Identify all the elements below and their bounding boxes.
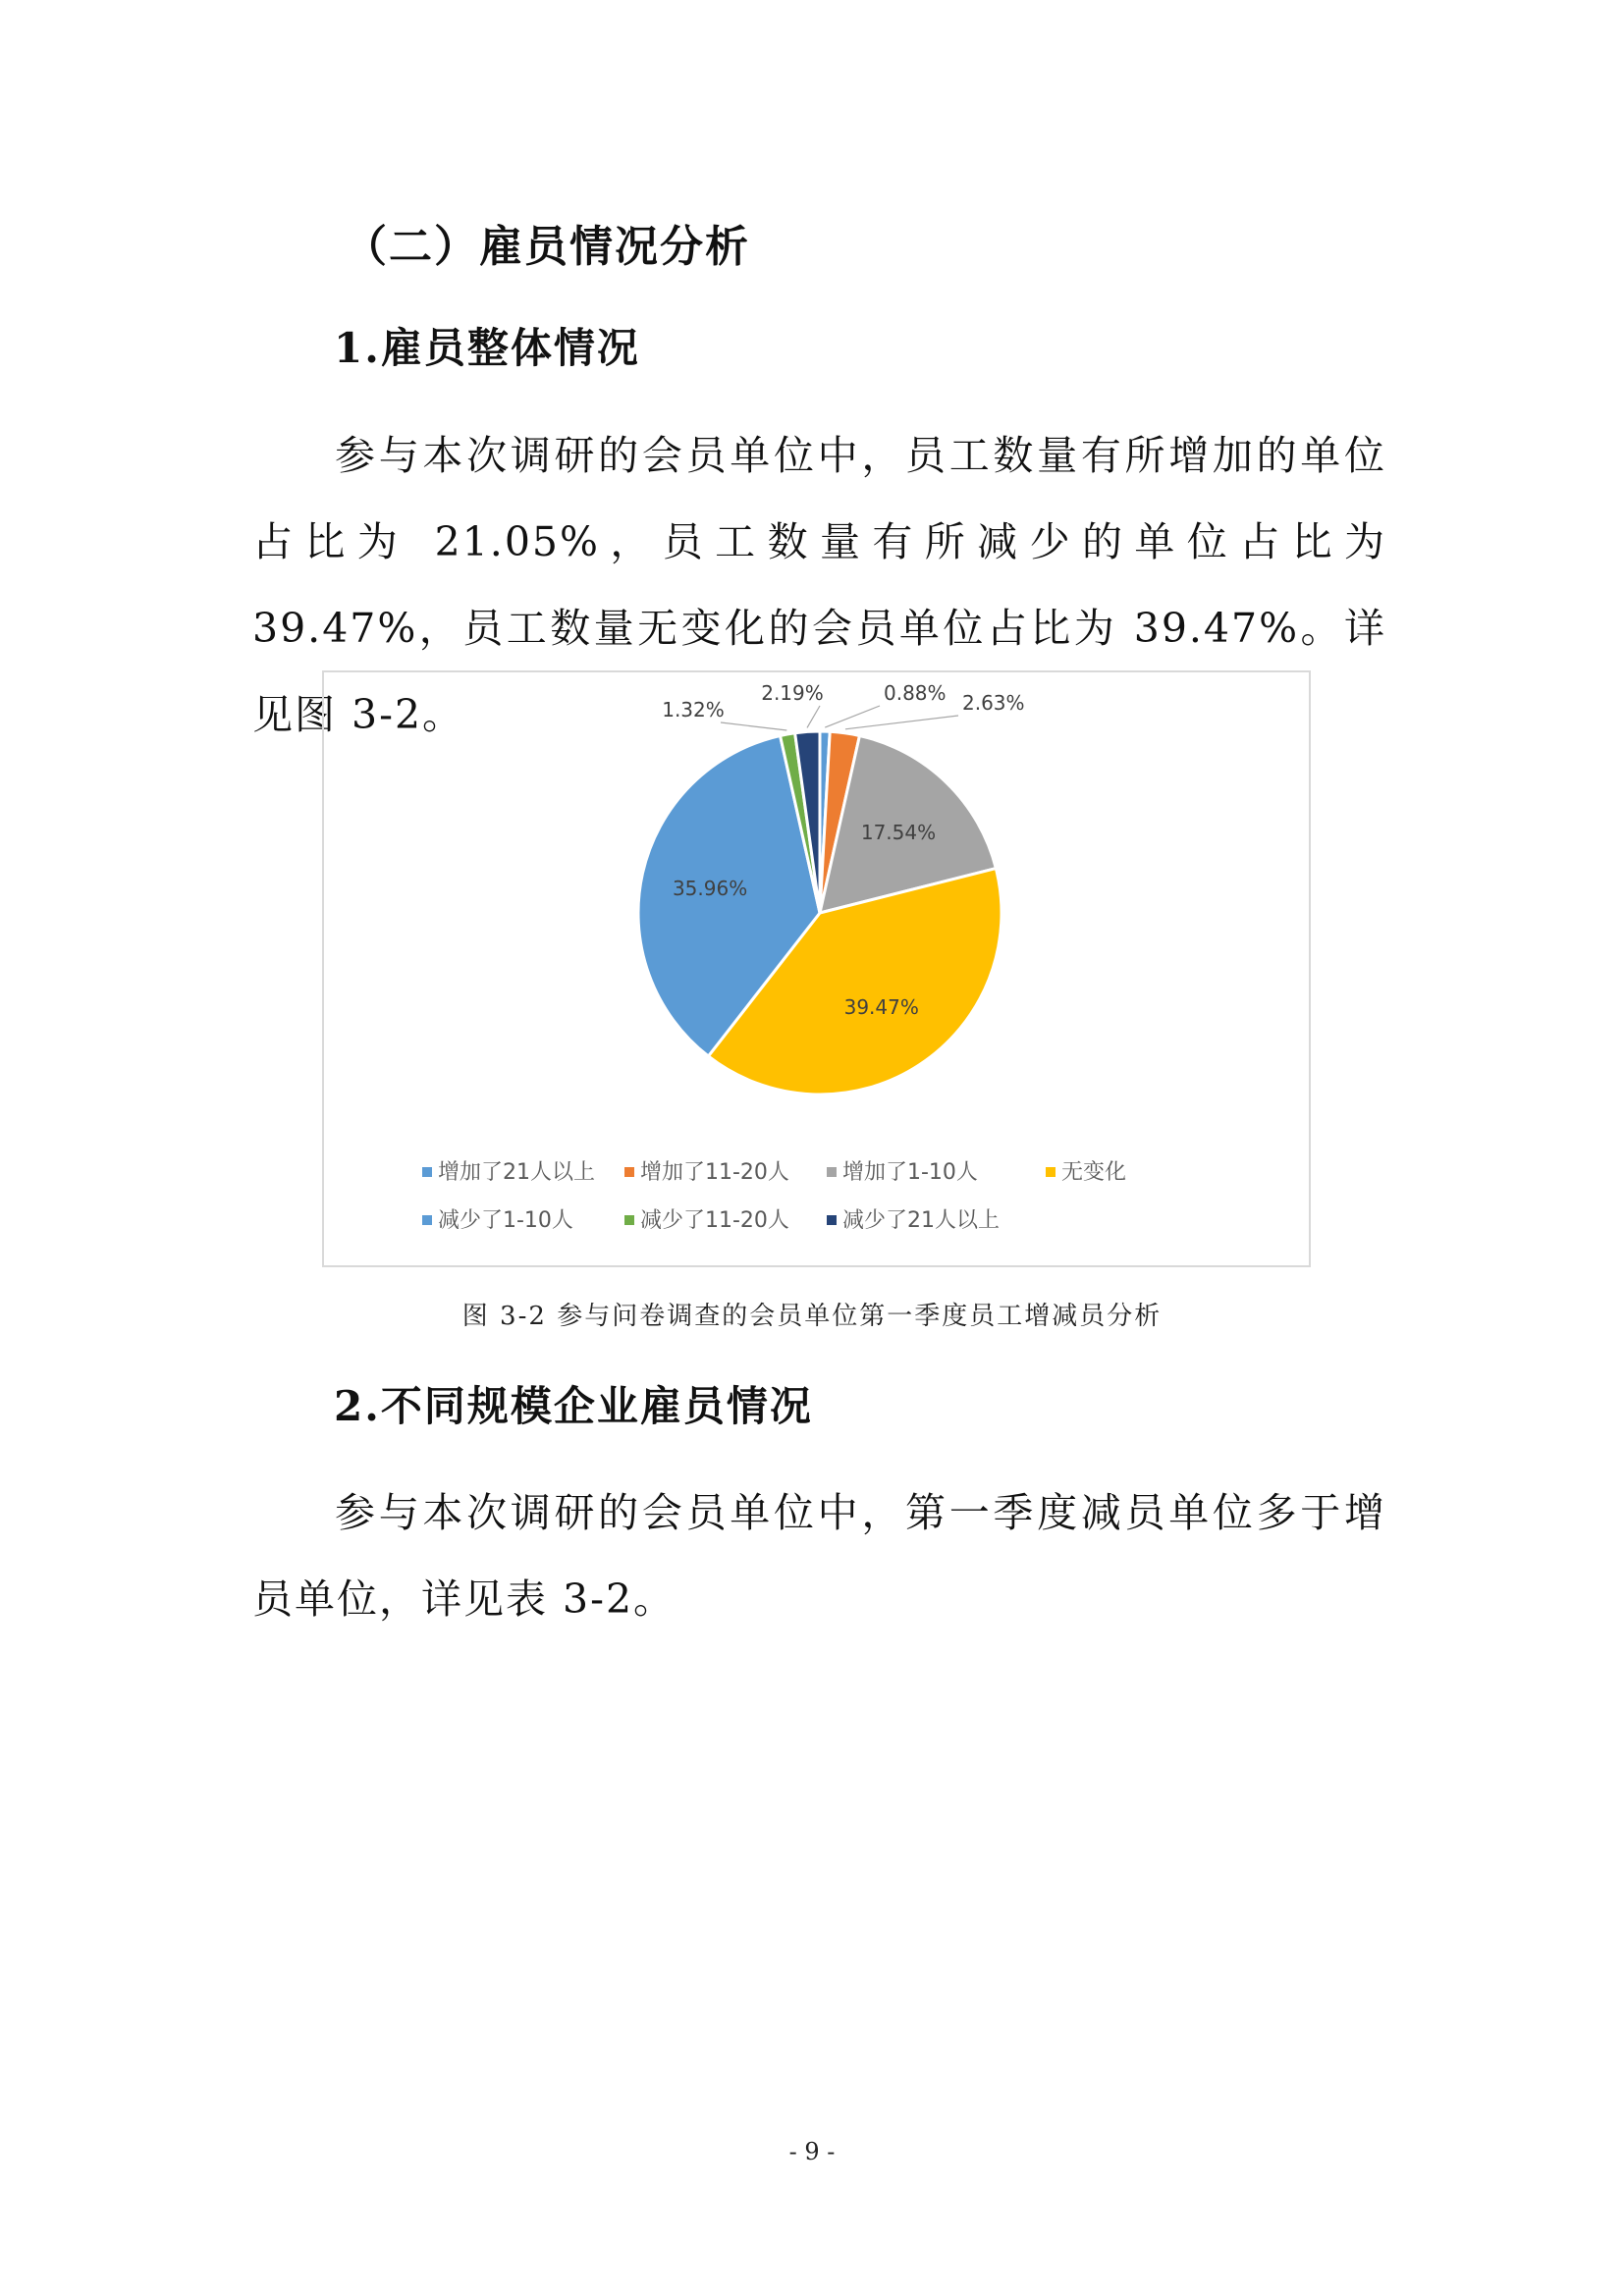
paragraph-by-size: 参与本次调研的会员单位中，第一季度减员单位多于增员单位，详见表 3-2。 bbox=[252, 1489, 1386, 1623]
legend-swatch bbox=[422, 1215, 432, 1225]
data-label: 2.19% bbox=[761, 681, 824, 705]
legend-label: 减少了1-10人 bbox=[438, 1208, 573, 1233]
subsection-title-by-size: 2.不同规模企业雇员情况 bbox=[334, 1382, 813, 1430]
legend-label: 增加了1-10人 bbox=[842, 1160, 978, 1185]
legend-label: 减少了21人以上 bbox=[842, 1208, 1000, 1233]
leader-line bbox=[721, 722, 786, 730]
legend-swatch bbox=[624, 1215, 634, 1225]
figure-caption: 图 3-2 参与问卷调查的会员单位第一季度员工增减员分析 bbox=[461, 1302, 1163, 1331]
data-label: 35.96% bbox=[672, 876, 748, 900]
data-label: 17.54% bbox=[860, 820, 937, 844]
leader-line bbox=[845, 716, 958, 729]
subsection-title-overall: 1.雇员整体情况 bbox=[334, 324, 640, 372]
leader-line bbox=[807, 706, 820, 727]
data-label: 1.32% bbox=[662, 698, 725, 721]
legend-label: 增加了21人以上 bbox=[438, 1160, 595, 1185]
leader-line bbox=[825, 706, 880, 727]
paragraph-overall: 参与本次调研的会员单位中，员工数量有所增加的单位占比为 21.05%，员工数量有所减少的单位占比为 39.47%，员工数量无变化的会员单位占比为 39.47%。详见图 3-2。 bbox=[252, 432, 1386, 738]
legend-swatch bbox=[827, 1167, 837, 1177]
figure-pie-chart bbox=[322, 670, 1311, 1267]
data-label: 39.47% bbox=[843, 995, 919, 1020]
pie-chart bbox=[324, 672, 1309, 1265]
legend-label: 无变化 bbox=[1061, 1160, 1127, 1185]
page-number: - 9 - bbox=[788, 2138, 836, 2165]
legend-swatch bbox=[624, 1167, 634, 1177]
legend-swatch bbox=[1046, 1167, 1056, 1177]
data-label: 0.88% bbox=[884, 681, 947, 705]
legend-swatch bbox=[422, 1167, 432, 1177]
legend-swatch bbox=[827, 1215, 837, 1225]
legend-label: 减少了11-20人 bbox=[640, 1208, 789, 1233]
data-label: 2.63% bbox=[962, 691, 1025, 715]
section-title: （二）雇员情况分析 bbox=[344, 222, 750, 272]
legend-label: 增加了11-20人 bbox=[640, 1160, 789, 1185]
